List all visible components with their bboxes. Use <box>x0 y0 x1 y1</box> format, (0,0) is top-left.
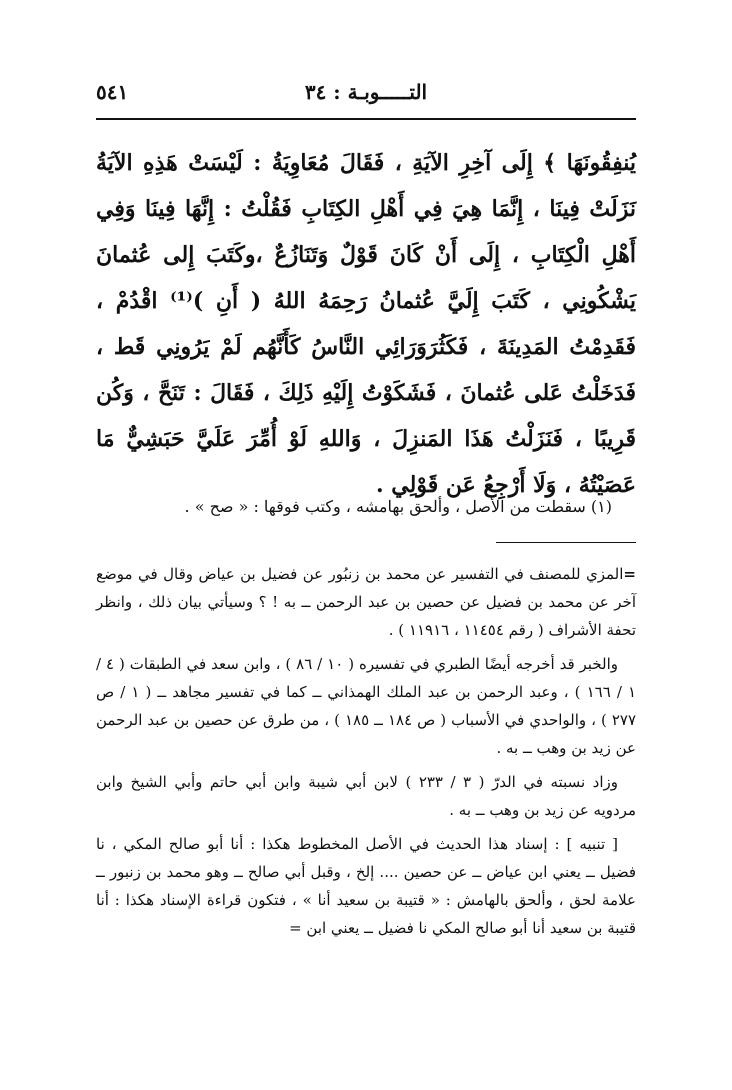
notes-paragraph-1 <box>96 560 636 644</box>
main-text: يُنفِقُونَهَا ﴾ إِلَى آخِرِ الآيَةِ ، فَقَالَ مُعَاوِيَةُ : لَيْسَتْ هَذِهِ الآيَةُ نَزَلَتْ فِينَا ، إِنَّمَا هِيَ فِي أَهْلِ الكِتَابِ فَقُلْتُ : إِنَّهَا فِينَا وَفِي أَهْلِ الْكِتَابِ ، إِلَى أَنْ كَانَ قَوْلٌ وَتَنَازُعٌ ،وكَتَبَ إِلى عُثمانَ يَشْكُونِي ، كَتَبَ إِلَيَّ عُثمانُ رَحِمَهُ اللهُ ( أَنِ )⁽¹⁾ اقْدُمْ ، فَقَدِمْتُ المَدِينَةَ ، فَكَثُرَوَرَائِي النَّاسُ كَأَنَّهُم لَمْ يَرُونِي قَط ، فَدَخَلْتُ عَلى عُثمانَ ، فَشَكَوْتُ إِلَيْهِ ذَلِكَ ، فَقَالَ : تَنَحَّ ، وَكُن قَرِيبًا ، فَنَزَلْتُ هَذَا المَنزِلَ ، وَاللهِ لَوْ أُمِّرَ عَلَيَّ حَبَشِيٌّ مَا عَصَيْتُهُ ، وَلَا أَرْجِعُ عَن قَوْلِي . <box>96 150 636 498</box>
footnote-separator-rule <box>496 542 636 543</box>
notes-paragraph-1-text: المزي للمصنف في التفسير عن محمد بن زنبُور عن فضيل بن عياض وقال في موضع آخر عن محمد بن فضيل عن حصين بن عبد الرحمن ــ به ! ؟ وسيأتي بيان ذلك ، وانظر تحفة الأشراف ( رقم ١١٤٥٤ ، ١١٩١٦ ) . <box>96 565 636 639</box>
page-number: ٥٤١ <box>96 80 129 104</box>
footnote-1: (١) سقطت من الأصل ، وألحق بهامشه ، وكتب فوقها : « صح » . <box>184 497 612 516</box>
notes-paragraph-2: والخبر قد أخرجه أيضًا الطبري في تفسيره ( ١٠ / ٨٦ ) ، وابن سعد في الطبقات ( ٤ / ١ / ١٦٦ ) ، وعبد الرحمن بن عبد الملك الهمذاني ــ كما في تفسير مجاهد ــ ( ١ / ص ٢٧٧ ) ، والواحدي في الأسباب ( ص ١٨٤ ــ ١٨٥ ) ، من طرق عن حصين بن عبد الرحمن عن زيد بن وهب ــ به . <box>96 655 637 757</box>
page-header <box>96 80 636 114</box>
notes-section <box>96 560 636 948</box>
notes-paragraph-4: [ تنبيه ] : إسناد هذا الحديث في الأصل المخطوط هكذا : أنا أبو صالح المكي ، نا فضيل ــ يعني ابن عياض ــ عن حصين .... إلخ ، وقبل أبي صالح ــ وهو محمد بن زنبور ــ علامة لحق ، وألحق بالهامش : « قتيبة بن سعيد أنا » ، فتكون قراءة الإسناد هكذا : أنا قتيبة بن سعيد أنا أبو صالح المكي نا فضيل ــ يعني ابن = <box>96 835 636 937</box>
surah-verse-title: التـــــوبـة : ٣٤ <box>304 80 428 104</box>
header-rule <box>96 118 636 120</box>
continuation-mark: = <box>623 565 636 583</box>
notes-paragraph-3: وزاد نسبته في الدرّ ( ٣ / ٢٣٣ ) لابن أبي شيبة وابن أبي حاتم وأبي الشيخ وابن مردويه عن زيد بن وهب ــ به . <box>96 773 636 819</box>
main-text-block <box>96 140 636 508</box>
